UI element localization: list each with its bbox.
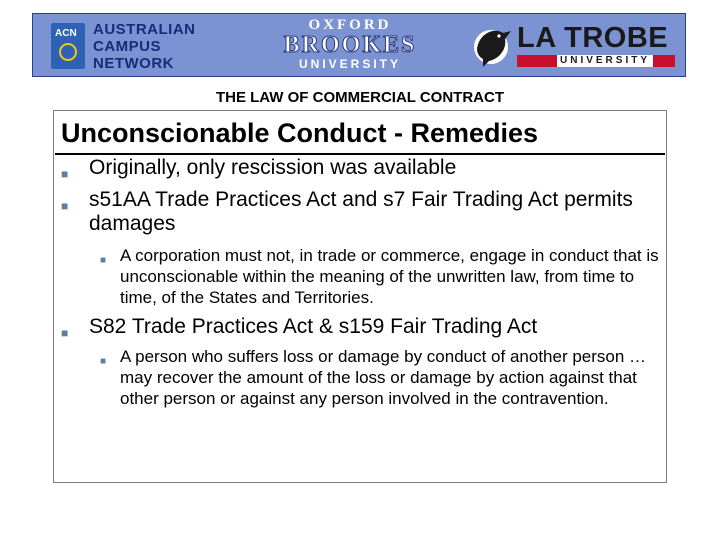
sub-bullet-text: A person who suffers loss or damage by conduct of another person … may recover the amount of the loss or damage by action against that other person or against any person involved in the contravention.	[120, 347, 647, 408]
bullet-item	[61, 315, 651, 339]
square-bullet-icon: ■	[100, 356, 107, 367]
acn-line-2: CAMPUS	[93, 38, 162, 55]
oxford-brookes-logo	[255, 17, 445, 73]
bullet-item	[61, 156, 651, 180]
acn-badge-text: ACN	[55, 28, 77, 39]
oxford-brookes-top: OXFORD	[308, 17, 392, 33]
square-bullet-icon: ■	[61, 167, 69, 181]
sub-bullet-item	[100, 346, 665, 409]
header-banner	[32, 13, 686, 77]
acn-wordmark	[93, 21, 196, 72]
title-divider	[55, 153, 665, 155]
la-trobe-logo	[469, 19, 679, 73]
square-bullet-icon: ■	[61, 199, 69, 213]
slide-title: Unconscionable Conduct - Remedies	[61, 118, 539, 148]
oxford-brookes-university: UNIVERSITY	[298, 57, 401, 71]
la-trobe-subtitle: UNIVERSITY	[557, 55, 653, 67]
la-trobe-title: LA TROBE	[517, 22, 669, 54]
bullet-text: s51AA Trade Practices Act and s7 Fair Trading Act permits damages	[89, 188, 633, 235]
acn-line-3: NETWORK	[93, 55, 174, 72]
square-bullet-icon: ■	[61, 326, 69, 340]
la-trobe-bird-icon	[469, 19, 513, 69]
course-title: THE LAW OF COMMERCIAL CONTRACT	[215, 89, 505, 106]
bullet-item	[61, 188, 651, 236]
sub-bullet-item	[100, 245, 665, 308]
australian-campus-network-logo	[51, 21, 251, 75]
square-bullet-icon: ■	[100, 255, 107, 266]
acn-line-1: AUSTRALIAN	[93, 21, 196, 38]
sub-bullet-text: A corporation must not, in trade or commerce, engage in conduct that is unconscionable within the meaning of the unwritten law, from time to time, of the States and Territories.	[120, 246, 659, 307]
oxford-brookes-name: BROOKES	[283, 32, 417, 58]
acn-badge-icon	[51, 23, 85, 69]
bullet-text: Originally, only rescission was available	[89, 156, 457, 179]
bullet-text: S82 Trade Practices Act & s159 Fair Trading Act	[89, 315, 538, 338]
